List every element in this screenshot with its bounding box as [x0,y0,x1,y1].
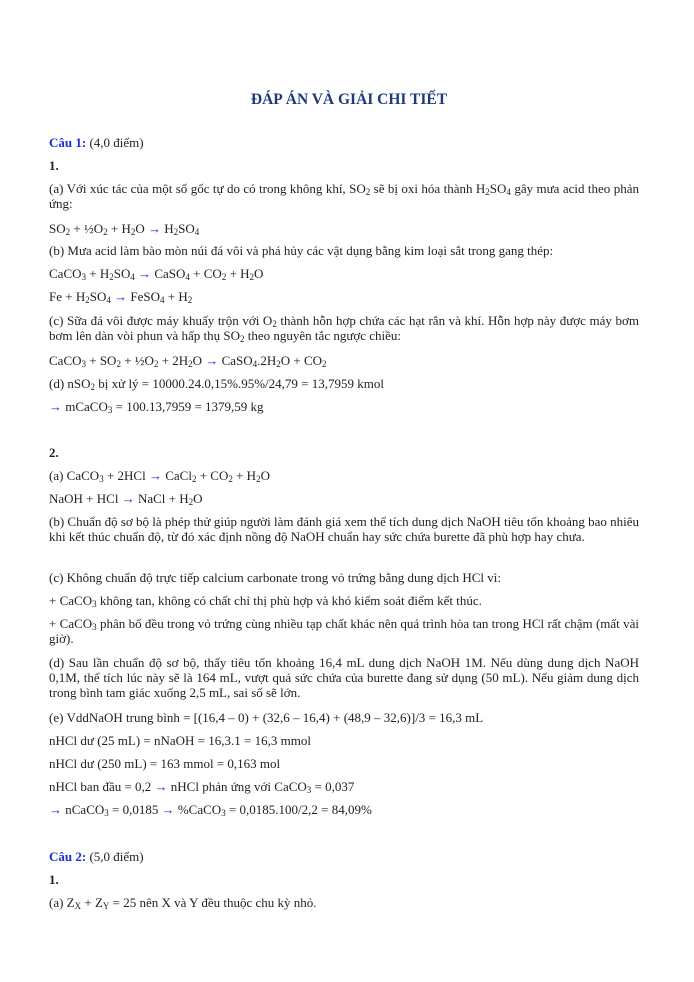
part-number: 1. [49,158,59,173]
paragraph-1d: (d) nSO$_2$ bị xử lý = 10000.24.0,15%.95%/24,79 = 13,7959 kmol [49,376,384,392]
calc-line-2: nHCl dư (25 mL) = nNaOH = 16,3.1 = 16,3 mmol [49,733,311,748]
calc-line-5: → nCaCO$_3$ = 0,0185 → %CaCO$_3$ = 0,0185.100/2,2 = 84,09% [49,802,372,818]
arrow-icon: → [161,802,175,817]
part-number: 2. [49,445,59,460]
paragraph-2d: (d) Sau lần chuẩn độ sơ bộ, thấy tiêu tốn khoảng 16,4 mL dung dịch NaOH 1M. Nếu dùng dung dịch NaOH 0,1M, thể tích lúc này sẽ là 164 mL, vượt quá sức chứa của burette đang sử dụng (50 mL). Nếu giảm dung dịch trong bình tam giác xuống 2,5 mL, sai số sẽ lớn. [49,655,639,700]
question-points: (5,0 điểm) [86,849,144,864]
arrow-icon: → [121,491,135,506]
question-2-header [49,849,144,864]
arrow-icon: → [49,802,62,817]
question-1-header [49,135,144,150]
arrow-icon: → [49,399,62,414]
bullet-2c-2: + CaCO$_3$ phân bố đều trong vỏ trứng cùng nhiều tạp chất khác nên quá trình hòa tan trong HCl rất chậm (mất vài giờ). [49,616,639,646]
arrow-icon: → [147,221,161,236]
result-1d: → mCaCO$_3$ = 100.13,7959 = 1379,59 kg [49,399,264,415]
calc-line-1: (e) VddNaOH trung bình = [(16,4 – 0) + (32,6 – 16,4) + (48,9 – 32,6)]/3 = 16,3 mL [49,710,484,725]
arrow-icon: → [114,289,128,304]
arrow-icon: → [205,353,219,368]
paragraph-1c: (c) Sữa đá vôi được máy khuấy trộn với $O_2$ thành hỗn hợp chứa các hạt rắn và khí. Hỗn hợp này được máy bơm bơm lên dàn vòi phun và hấp thụ $SO_2$ theo nguyên tắc ngược chiều: [49,313,639,344]
equation-3: $Fe + H_2SO_4$ → FeSO$_4$ + $H_2$ [49,289,193,305]
calc-line-4: nHCl ban đầu = 0,2 → nHCl phản ứng với CaCO$_3$ = 0,037 [49,779,355,795]
paragraph-1b: (b) Mưa acid làm bào mòn núi đá vôi và phá hủy các vật dụng bằng kim loại sắt trong gang thép: [49,243,554,258]
equation-6: NaOH + HCl → NaCl + $H_2O$ [49,491,203,507]
question-label: Câu 2: [49,849,87,864]
equation-1: $SO_2$ + $\frac{1}{2}O_2 + H_2O \to H_2SO_4$ [49,221,200,237]
paragraph-2c: (c) Không chuẩn độ trực tiếp calcium carbonate trong vỏ trứng bằng dung dịch HCl vì: [49,570,501,585]
paragraph-2-1a: (a) $Z_X + Z_Y = 25$ nên X và Y đều thuộc chu kỳ nhỏ. [49,895,317,911]
equation-5: (a) CaCO$_3$ + 2HCl → CaCl$_2$ + $CO_2 + H_2O$ [49,468,270,484]
page-title: ĐÁP ÁN VÀ GIẢI CHI TIẾT [250,91,448,108]
bullet-2c-1: + CaCO$_3$ không tan, không có chất chỉ thị phù hợp và khó kiểm soát điểm kết thúc. [49,593,482,609]
arrow-icon: → [154,779,168,794]
arrow-icon: → [148,468,162,483]
equation-2: CaCO$_3$ + $H_2SO_4$ → CaSO$_4$ + $CO_2 + H_2O$ [49,266,264,282]
calc-line-3: nHCl dư (250 mL) = 163 mmol = 0,163 mol [49,756,281,771]
part-number: 1. [49,872,59,887]
arrow-icon: → [138,266,152,281]
equation-4: CaCO$_3$ + $SO_2$ + $\frac{1}{2}O_2 + 2H_2O$ → $CaSO_4.2H_2O + CO_2$ [49,353,327,369]
question-points: (4,0 điểm) [86,135,144,150]
paragraph-1a: (a) Với xúc tác của một số gốc tự do có trong không khí, $SO_2$ sẽ bị oxi hóa thành $H_2SO_4$ gây mưa acid theo phản ứng: [49,181,639,211]
question-label: Câu 1: [49,135,87,150]
paragraph-2b: (b) Chuẩn độ sơ bộ là phép thử giúp người làm đánh giá xem thể tích dung dịch NaOH tiêu tốn khoảng bao nhiêu khi kết thúc chuẩn độ, từ đó xác định nồng độ NaOH chuẩn hay sức chứa burette đã phù hợp hay chưa. [49,514,639,544]
